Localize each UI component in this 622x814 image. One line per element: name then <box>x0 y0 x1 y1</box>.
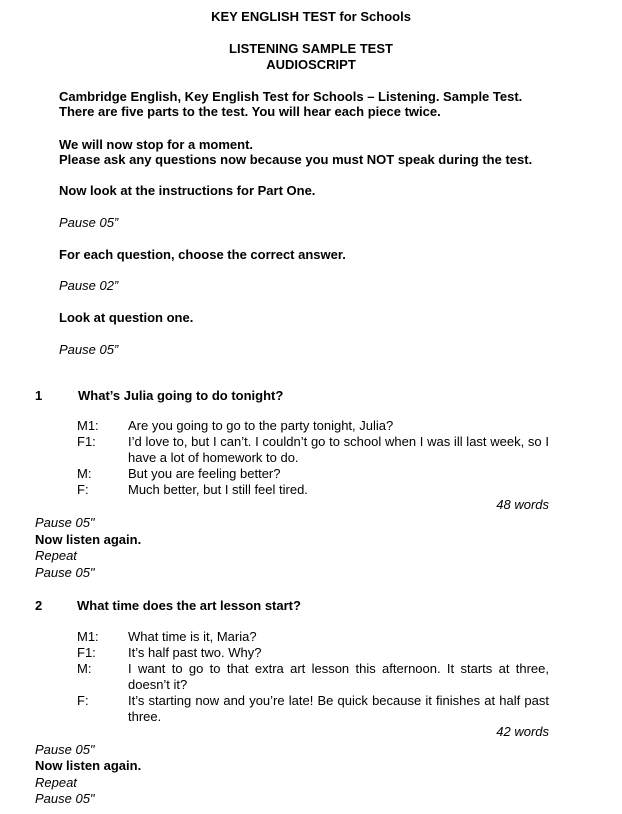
intro-line: Cambridge English, Key English Test for Schools – Listening. Sample Test. <box>59 89 523 104</box>
dialogue-line: What time is it, Maria? <box>128 629 257 644</box>
repeat-instruction: Repeat <box>35 548 77 563</box>
intro-line: Now look at the instructions for Part One. <box>59 183 316 198</box>
pause-instruction: Pause 05” <box>59 342 119 357</box>
pause-instruction: Pause 05" <box>35 791 95 806</box>
question-number: 1 <box>35 388 43 403</box>
dialogue-line: It’s starting now and you’re late! Be quick because it finishes at half past three. <box>128 693 549 724</box>
word-count: 42 words <box>496 724 549 739</box>
dialogue-line: Much better, but I still feel tired. <box>128 482 308 497</box>
dialogue-line: It’s half past two. Why? <box>128 645 262 660</box>
speaker-label: M: <box>77 466 92 481</box>
speaker-label: F1: <box>77 645 96 660</box>
listen-again-instruction: Now listen again. <box>35 758 142 773</box>
dialogue-line: I’d love to, but I can’t. I couldn’t go to school when I was ill last week, so I have a lot of homework to do. <box>128 434 549 465</box>
pause-instruction: Pause 05" <box>35 742 95 757</box>
question-title: What time does the art lesson start? <box>77 598 301 613</box>
document-title: KEY ENGLISH TEST for Schools <box>211 9 411 24</box>
intro-line: Look at question one. <box>59 310 194 325</box>
listen-again-instruction: Now listen again. <box>35 532 142 547</box>
speaker-label: F1: <box>77 434 96 449</box>
question-title: What’s Julia going to do tonight? <box>78 388 284 403</box>
repeat-instruction: Repeat <box>35 775 77 790</box>
speaker-label: M1: <box>77 629 99 644</box>
speaker-label: F: <box>77 482 89 497</box>
speaker-label: M1: <box>77 418 99 433</box>
dialogue-line: But you are feeling better? <box>128 466 281 481</box>
pause-instruction: Pause 05” <box>59 215 119 230</box>
word-count: 48 words <box>496 497 549 512</box>
pause-instruction: Pause 05" <box>35 515 95 530</box>
intro-line: We will now stop for a moment. <box>59 137 254 152</box>
pause-instruction: Pause 02” <box>59 278 119 293</box>
intro-line: For each question, choose the correct answer. <box>59 247 346 262</box>
document-subtitle-audioscript: AUDIOSCRIPT <box>266 57 356 72</box>
document-subtitle: LISTENING SAMPLE TEST <box>229 41 393 56</box>
pause-instruction: Pause 05" <box>35 565 95 580</box>
dialogue-line: Are you going to go to the party tonight, Julia? <box>128 418 394 433</box>
dialogue-line: I want to go to that extra art lesson this afternoon. It starts at three, doesn’t it? <box>128 661 549 692</box>
speaker-label: M: <box>77 661 92 676</box>
question-number: 2 <box>35 598 43 613</box>
speaker-label: F: <box>77 693 89 708</box>
intro-line: There are five parts to the test. You will hear each piece twice. <box>59 104 441 119</box>
intro-line: Please ask any questions now because you must NOT speak during the test. <box>59 152 533 167</box>
